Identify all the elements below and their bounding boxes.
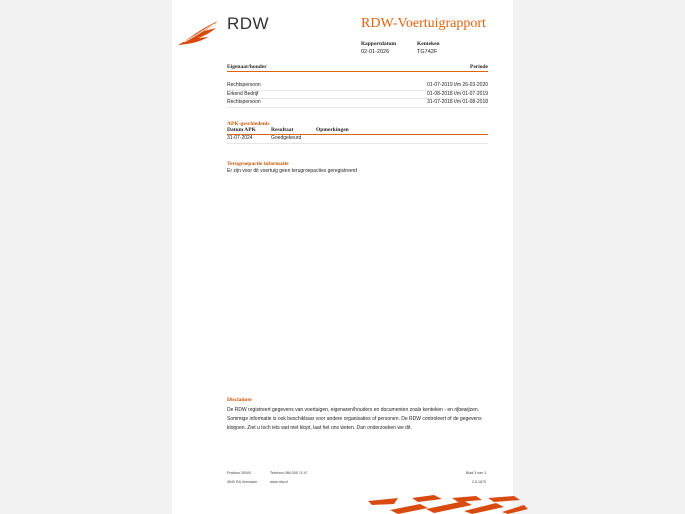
footer-city: 9640 RA Veendam: [227, 480, 257, 484]
apk-row: [227, 135, 488, 144]
report-title: RDW-Voertuigrapport: [361, 16, 486, 31]
disclaimer-title: Disclaimer: [227, 397, 253, 403]
footer-page-info: [466, 469, 486, 487]
apk-remarks: [316, 135, 396, 143]
footer-website: www.rdw.nl: [270, 480, 288, 484]
apk-result: Goedgekeurd: [271, 135, 302, 141]
owner-row: [227, 82, 488, 91]
apk-section: [227, 121, 488, 144]
report-date: [361, 40, 396, 56]
footer-address: [227, 469, 257, 487]
owner-row: [227, 91, 488, 100]
rdw-logo-icon: [178, 20, 220, 46]
recall-title: Terugroepactie informatie: [227, 161, 289, 167]
footer-contact: [270, 469, 308, 487]
apk-remarks-header: Opmerkingen: [316, 127, 349, 133]
license-plate-value: TG742F: [417, 49, 438, 55]
rdw-stripes-decoration: [368, 495, 528, 514]
owner-column-header: Eigenaar/houder: [227, 64, 267, 70]
recall-text: Er zijn voor dit voertuig geen terugroepacties geregistreerd: [227, 168, 358, 174]
footer-phone: Telefoon 088 008 74 47: [270, 471, 308, 475]
owner-period: 01-07-2019 t/m 26-03-2020: [427, 82, 488, 88]
owner-row: [227, 99, 488, 108]
owner-period: 31-07-2018 t/m 01-08-2018: [427, 99, 488, 105]
period-column-header: Periode: [469, 64, 488, 70]
owner-period: 01-08-2018 t/m 01-07-2019: [427, 90, 488, 97]
license-plate-label: Kenteken: [417, 41, 440, 47]
owners-section: [227, 64, 488, 108]
apk-title: APK-geschiedenis: [227, 121, 270, 127]
report-page: [172, 0, 513, 514]
owner-type: Rechtspersoon: [227, 99, 261, 105]
report-date-label: Rapportdatum: [361, 41, 397, 47]
footer-page-number: Blad 3 van 3: [466, 471, 486, 475]
recall-section: [227, 161, 488, 175]
license-plate: [417, 40, 440, 56]
apk-result-header: Resultaat: [271, 127, 294, 133]
footer-code: 2.6.1679: [472, 480, 486, 484]
disclaimer-text: De RDW registreert gegevens van voertuigen, eigenaren/houders en documenten zoals kenteken - en rijbewijzen. Sommige informatie is ook beschikbaar voor andere organisaties of personen. De RDW controleert of de gegevens kloppen. Ziet u toch iets wat niet klopt, laat het ons weten. Dan onderzoeken we dit.: [227, 407, 482, 431]
apk-date-header: Datum APK: [227, 127, 256, 133]
report-date-value: 02-01-2026: [361, 49, 390, 55]
owner-type: Erkend Bedrijf: [227, 90, 259, 97]
owner-type: Rechtspersoon: [227, 82, 261, 88]
brand-name: RDW: [227, 14, 270, 33]
apk-date: 31-07-2024: [227, 135, 253, 141]
footer-postbus: Postbus 30000: [227, 471, 251, 475]
disclaimer-section: [227, 397, 488, 433]
